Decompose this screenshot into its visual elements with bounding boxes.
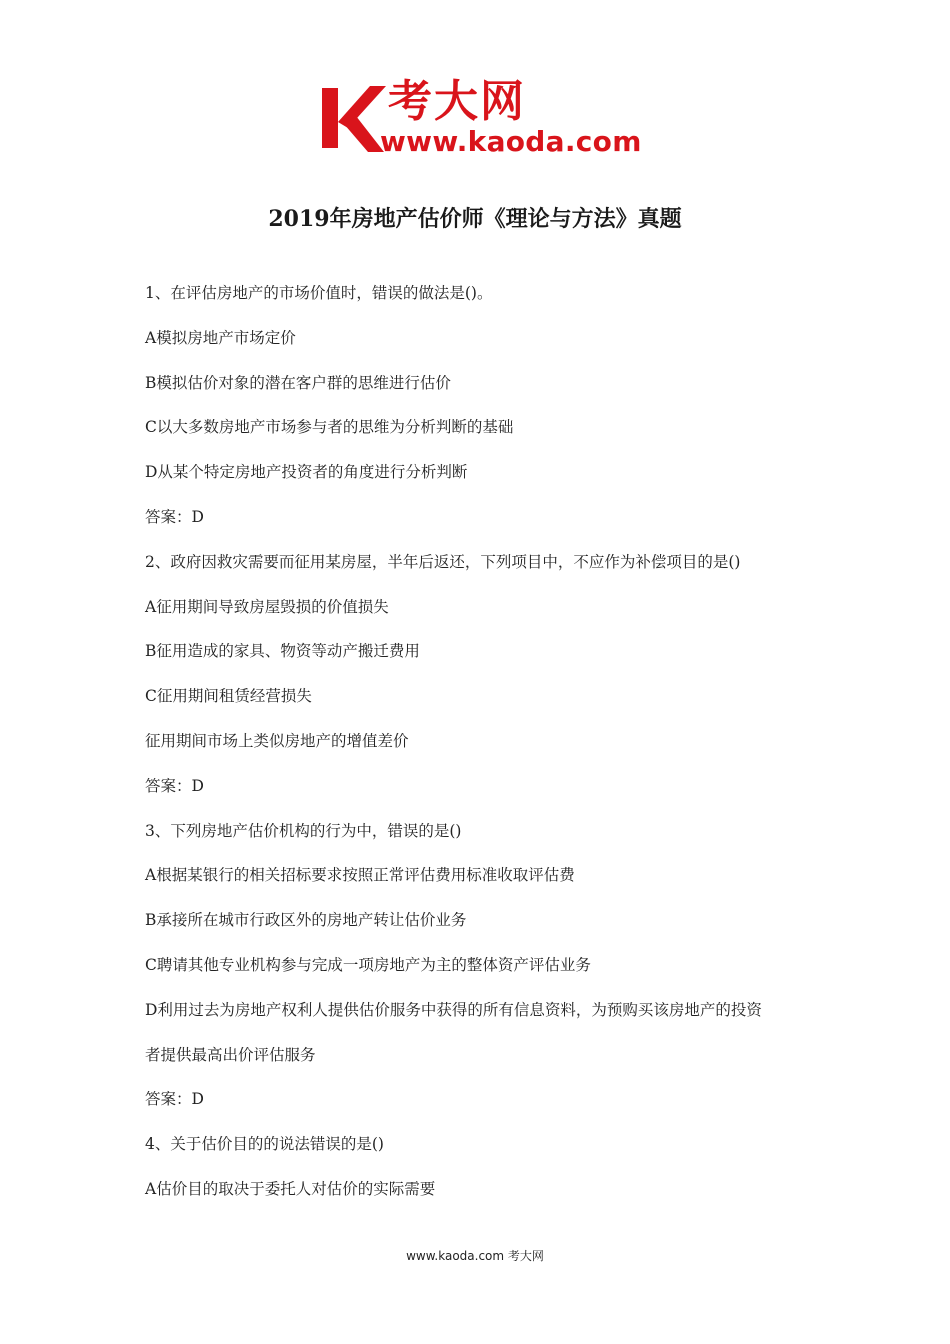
logo-url-text: www.kaoda.com xyxy=(380,125,642,158)
question-3-option-d: D利用过去为房地产权利人提供估价服务中获得的所有信息资料，为预购买该房地产的投资 xyxy=(145,1000,762,1019)
k-logo-icon xyxy=(318,82,388,154)
question-3-answer: 答案：D xyxy=(145,1090,204,1109)
logo-brand-text: 考大网 xyxy=(388,76,526,127)
kaoda-logo xyxy=(318,78,640,160)
question-1-option-a: A模拟房地产市场定价 xyxy=(145,328,296,347)
question-2-option-b: B征用造成的家具、物资等动产搬迁费用 xyxy=(145,642,420,661)
question-3-option-d-continued: 者提供最高出价评估服务 xyxy=(145,1045,316,1064)
question-2-option-d: 征用期间市场上类似房地产的增值差价 xyxy=(145,731,409,750)
document-title: 2019年房地产估价师《理论与方法》真题 xyxy=(268,206,682,232)
question-1-option-b: B模拟估价对象的潜在客户群的思维进行估价 xyxy=(145,373,451,392)
question-1-answer: 答案：D xyxy=(145,507,204,526)
question-2-option-a: A征用期间导致房屋毁损的价值损失 xyxy=(145,597,389,616)
question-2-option-c: C征用期间租赁经营损失 xyxy=(145,687,312,706)
question-4-option-a: A估价目的取决于委托人对估价的实际需要 xyxy=(145,1179,436,1198)
question-1-option-d: D从某个特定房地产投资者的角度进行分析判断 xyxy=(145,463,468,482)
question-2: 2、政府因救灾需要而征用某房屋，半年后返还，下列项目中，不应作为补偿项目的是() xyxy=(145,552,741,571)
page-footer: www.kaoda.com 考大网 xyxy=(406,1249,544,1263)
question-3-option-c: C聘请其他专业机构参与完成一项房地产为主的整体资产评估业务 xyxy=(145,955,591,974)
question-3-option-a: A根据某银行的相关招标要求按照正常评估费用标准收取评估费 xyxy=(145,866,575,885)
question-1: 1、在评估房地产的市场价值时，错误的做法是()。 xyxy=(145,284,493,302)
document-body xyxy=(145,271,815,1212)
question-2-answer: 答案：D xyxy=(145,776,204,795)
question-4: 4、关于估价目的的说法错误的是() xyxy=(145,1135,384,1154)
question-1-option-c: C以大多数房地产市场参与者的思维为分析判断的基础 xyxy=(145,418,514,437)
question-3: 3、下列房地产估价机构的行为中，错误的是() xyxy=(145,821,462,840)
question-3-option-b: B承接所在城市行政区外的房地产转让估价业务 xyxy=(145,911,467,930)
